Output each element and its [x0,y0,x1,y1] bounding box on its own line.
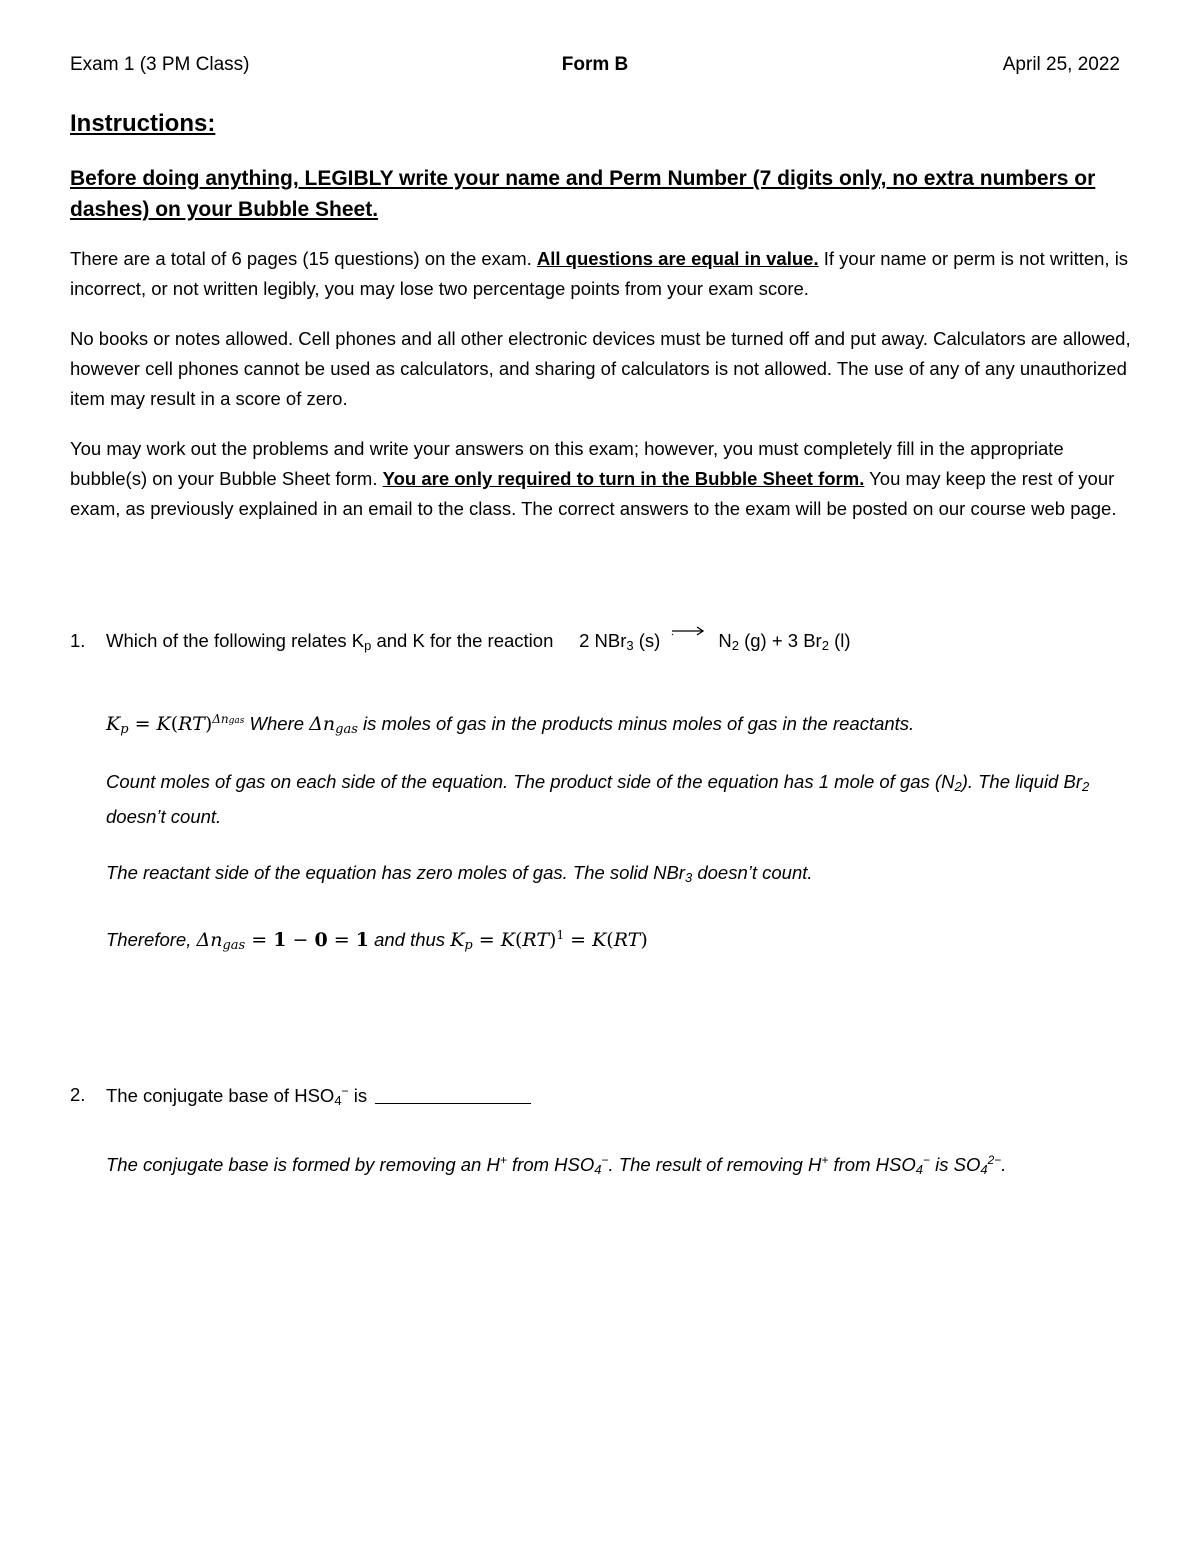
answer-1-explanation-1: Count moles of gas on each side of the equation. The product side of the equation has 1 mole of gas $(N_2)$. The liquid $Br_2$ doesn’t count. [106,771,1090,827]
answer-1-formula: $K_p = K(RT)^{\Delta ngas}$ Where $\Delta n_{gas}$ is moles of gas in the products minus moles of gas in the reactants. [106,712,915,737]
header-class: Exam 1 (3 PM Class) [70,54,250,75]
reaction-arrow-icon [670,625,706,637]
answer-blank [375,1085,531,1104]
question-1 [70,630,1070,660]
instructions-title: Instructions: [70,110,216,137]
question-number: 2. [70,1084,86,1105]
equal-value-note: All questions are equal in value. [536,248,819,269]
question-2 [70,1084,1070,1114]
header-form: Form B [561,54,629,75]
reaction-equation: 2 NBr$_3$ (s) $N_2$ (g) + 3 $Br_2$ (l) [579,630,850,651]
instructions-paragraph-1: There are a total of 6 pages (15 questions) on the exam. All questions are equal in value. If your name or perm is not written, is incorrect, or not written legibly, you may lose two percentage points from your exam score. [70,248,1129,299]
question-text: The conjugate base of $HSO_4^-$ is [106,1084,531,1108]
question-text: Which of the following relates $K_p$ and K for the reaction 2 NBr$_3$ (s) $N_2$ (g) + 3 $Br_2$ (l) [106,630,851,653]
answer-2-explanation: The conjugate base is formed by removing an H+ from $HSO_4^-$. The result of removing H+ from $HSO_4^-$ is $SO_4^{2-}$. [106,1153,1007,1177]
name-perm-warning: Before doing anything, LEGIBLY write your name and Perm Number (7 digits only, no extra numbers or dashes) on your Bubble Sheet. [70,167,1096,221]
answer-1-conclusion: Therefore, $\Delta n_{gas} = 1 - 0 = 1$ and thus $K_p = K(RT)^1 = K(RT)$ [106,928,648,953]
question-number: 1. [70,630,86,651]
instructions-paragraph-2: No books or notes allowed. Cell phones and all other electronic devices must be turned off and put away. Calculators are allowed, however cell phones cannot be used as calculators, and sharing of calculators is not allowed. The use of any of any unauthorized item may result in a score of zero. [70,328,1131,409]
answer-1-explanation-2: The reactant side of the equation has zero moles of gas. The solid NBr$_3$ doesn’t count. [106,862,813,885]
bubble-sheet-note: You are only required to turn in the Bubble Sheet form. [382,468,865,489]
header-date: April 25, 2022 [1002,54,1120,75]
instructions-paragraph-3: You may work out the problems and write your answers on this exam; however, you must completely fill in the appropriate bubble(s) on your Bubble Sheet form. You are only required to turn in the Bubble Sheet form. You may keep the rest of your exam, as previously explained in an email to the class. The correct answers to the exam will be posted on our course web page. [70,438,1117,519]
page-header [70,54,1120,82]
